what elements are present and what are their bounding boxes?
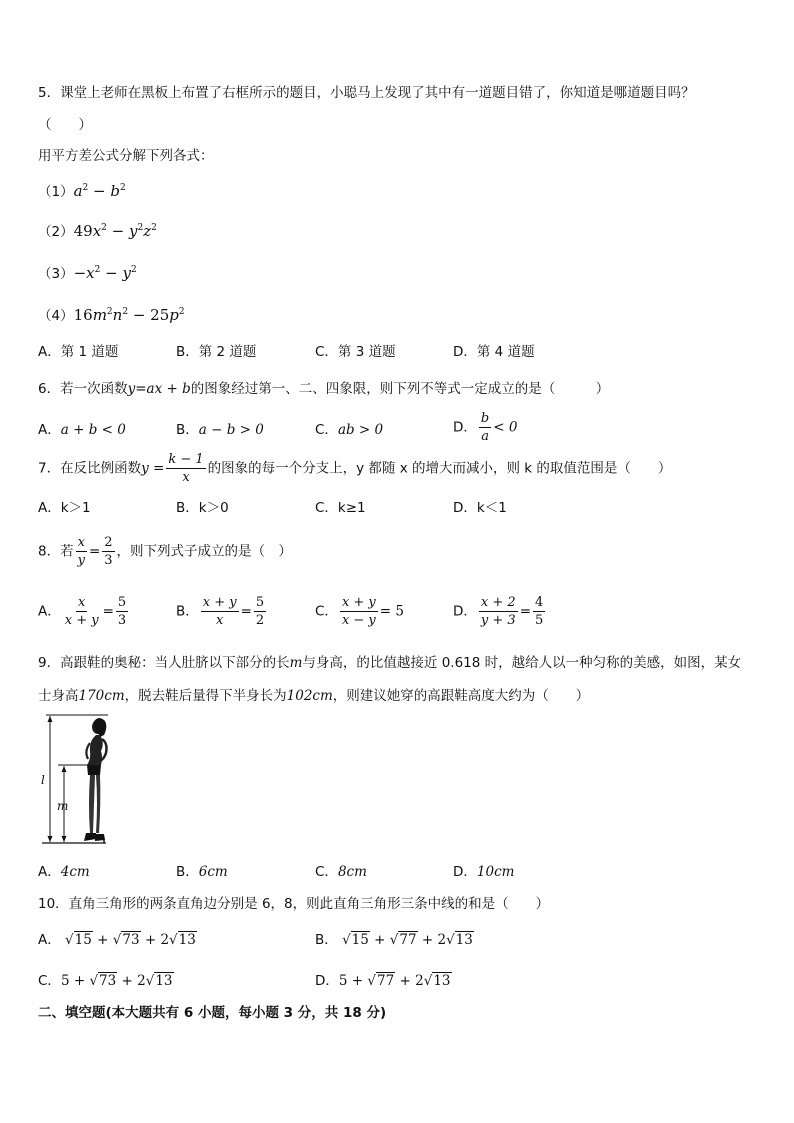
q7-option-a: A．k＞1	[38, 500, 91, 516]
q5-option-c: C．第 3 道题	[315, 344, 396, 360]
q8-option-c: C． $\frac{x + y}{x - y}$ = 5	[315, 595, 404, 628]
q8-option-a: A． $\frac{x}{x + y}$ = $\frac{5}{3}$	[38, 595, 127, 628]
q5-item-4: $(4)16m^2n^2 - 25p^2$	[38, 306, 185, 324]
q9-option-b: B．6cm	[176, 864, 228, 880]
q6-stem: 6．若一次函数y=ax + b的图象经过第一、二、四象限，则下列不等式一定成立的是（ ）	[38, 381, 610, 397]
q10-option-d: D．5 + √77 + 2√13	[315, 973, 451, 989]
q10-option-b: B． √15 + √77 + 2√13	[315, 932, 473, 948]
q6-option-c: C．ab > 0	[315, 422, 384, 438]
q9-option-a: A．4cm	[38, 864, 90, 880]
section-2-heading: 二、填空题(本大题共有 6 小题，每小题 3 分，共 18 分)	[38, 1005, 387, 1021]
figure-label-m: m	[57, 799, 69, 813]
high-heel-figure	[38, 713, 124, 847]
q6-option-b: B．a − b > 0	[176, 422, 264, 438]
q5-option-b: B．第 2 道题	[176, 344, 257, 360]
q5-option-a: A．第 1 道题	[38, 344, 119, 360]
q10-stem: 10．直角三角形的两条直角边分别是 6，8，则此直角三角形三条中线的和是（ ）	[38, 896, 550, 912]
woman-silhouette-icon	[38, 713, 124, 847]
q5-stem: 5．课堂上老师在黑板上布置了右框所示的题目，小聪马上发现了其中有一道题目错了，你知道是哪道题目吗？	[38, 85, 695, 101]
q5-paren: （ ）	[38, 117, 92, 133]
q5-option-d: D．第 4 道题	[453, 344, 535, 360]
q5-intro: 用平方差公式分解下列各式：	[38, 148, 214, 164]
q7-option-c: C．k≥1	[315, 500, 366, 516]
q5-item-1: $(1)a^2 - b^2$	[38, 182, 126, 200]
q7-option-d: D．k＜1	[453, 500, 507, 516]
figure-label-l: l	[41, 773, 45, 787]
q8-stem: 8．若 $\frac{x}{y}$ = $\frac{2}{3}$ ，则下列式子成立的是（ ）	[38, 535, 293, 568]
q7-option-b: B．k＞0	[176, 500, 229, 516]
q5-item-2: $(2)49x^2 - y^2z^2$	[38, 222, 157, 240]
q9-option-d: D．10cm	[453, 864, 515, 880]
q9-line-2: 士身高170cm，脱去鞋后量得下半身长为102cm，则建议她穿的高跟鞋高度大约为（ ）	[38, 688, 590, 704]
q6-option-a: A．a + b < 0	[38, 422, 126, 438]
q6-option-d: D． $\frac{b}{a}$ < 0	[453, 411, 518, 444]
q7-stem: 7．在反比例函数y = $\frac{k - 1}{x}$ 的图象的每一个分支上，y 都随 x 的增大而减小，则 k 的取值范围是（ ）	[38, 452, 672, 485]
q9-option-c: C．8cm	[315, 864, 367, 880]
q5-item-3: $(3)-x^2 - y^2$	[38, 264, 137, 282]
q8-option-d: D． $\frac{x + 2}{y + 3}$ = $\frac{4}{5}$	[453, 595, 544, 628]
q9-line-1: 9．高跟鞋的奥秘：当人肚脐以下部分的长m与身高，的比值越接近 0.618 时，越给人以一种匀称的美感，如图，某女	[38, 655, 742, 671]
q10-option-a: A． √15 + √73 + 2√13	[38, 932, 196, 948]
q10-option-c: C．5 + √73 + 2√13	[38, 973, 173, 989]
q8-option-b: B． $\frac{x + y}{x}$ = $\frac{5}{2}$	[176, 595, 265, 628]
